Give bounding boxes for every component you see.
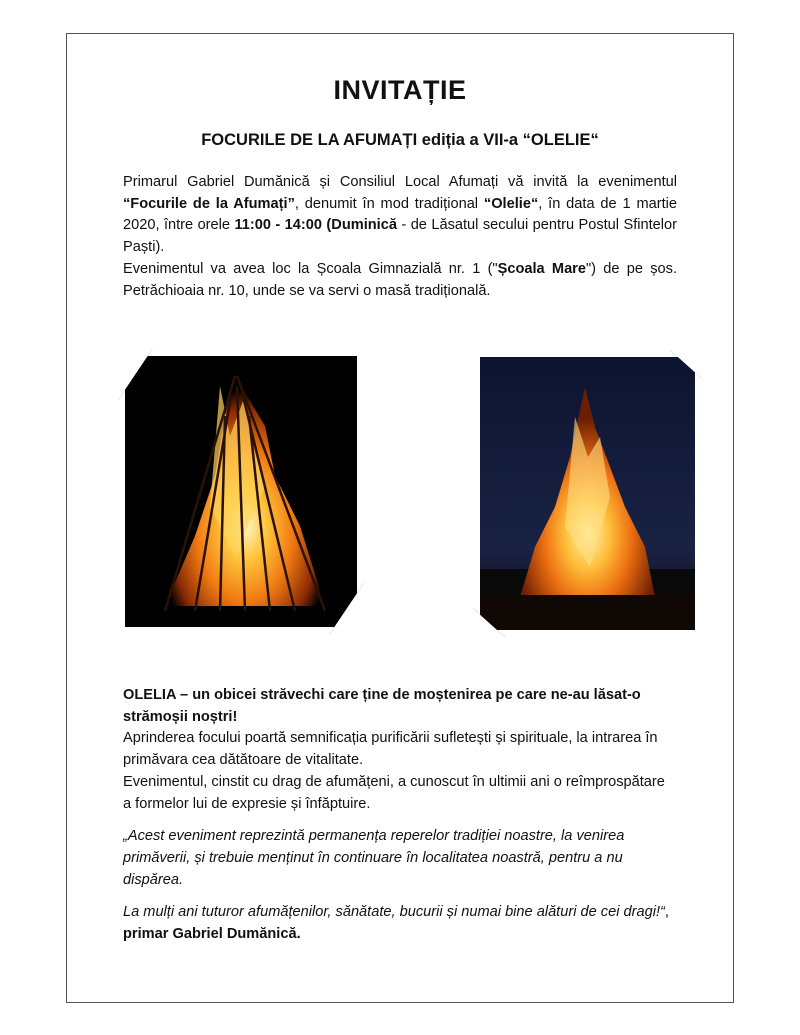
bonfire-photo-right — [473, 350, 702, 637]
intro-section — [123, 172, 677, 302]
closing-paragraph — [123, 902, 675, 945]
school-name: Școala Mare — [497, 260, 586, 277]
event-subtitle: FOCURILE DE LA AFUMAȚI ediția a VII-a “OLELIE“ — [201, 131, 599, 149]
section-heading: OLELIA – un obicei străvechi care ține de moștenirea pe care ne-au lăsat-o strămoșii noștri! — [123, 687, 641, 725]
location-text: Evenimentul va avea loc la Școala Gimnazială nr. 1 (" — [123, 260, 498, 277]
intro-text: , denumit în mod tradițional — [294, 195, 484, 212]
event-name: “Focurile de la Afumați” — [123, 195, 295, 212]
signature: primar Gabriel Dumănică. — [123, 926, 301, 943]
closing-wishes: La mulți ani tuturor afumățenilor, sănătate, bucurii și numai bine alături de cei dragi!“ — [123, 904, 665, 921]
location-text: ") de pe șos. Petrăchioaia nr. 10, unde se va servi o masă tradițională. — [123, 260, 677, 299]
event-time: 11:00 - 14:00 (Duminică — [234, 217, 397, 234]
traditional-name: “Olelie“ — [483, 195, 539, 212]
intro-paragraph-1 — [123, 172, 677, 259]
intro-paragraph-2 — [123, 259, 677, 302]
closing-separator: , — [664, 904, 669, 921]
paragraph-purification: Aprinderea focului poartă semnificația purificării sufletești și spirituale, la intrarea în primăvara cea dătătoare de vitalitate. — [123, 730, 658, 769]
invitation-title: INVITAȚIE — [333, 75, 467, 105]
intro-text: Primarul Gabriel Dumănică și Consiliul Local Afumați vă invită la evenimentul — [123, 174, 677, 190]
intro-text: , în data de 1 martie 2020, între orele — [123, 195, 677, 234]
bonfire-photo-left — [118, 349, 364, 634]
paragraph-event: Evenimentul, cinstit cu drag de afumățeni, a cunoscut în ultimii ani o reîmprospătare a formelor lui de expresie și înfăptuire. — [123, 773, 665, 812]
intro-text: - de Lăsatul secului pentru Postul Sfintelor Paști). — [123, 217, 677, 256]
mayor-quote: „Acest eveniment reprezintă permanența reperelor tradiției noastre, la venirea primăverii, și trebuie menținut în continuare în localitatea noastră, pentru a nu dispărea. — [123, 828, 625, 888]
olelia-section — [123, 685, 675, 946]
